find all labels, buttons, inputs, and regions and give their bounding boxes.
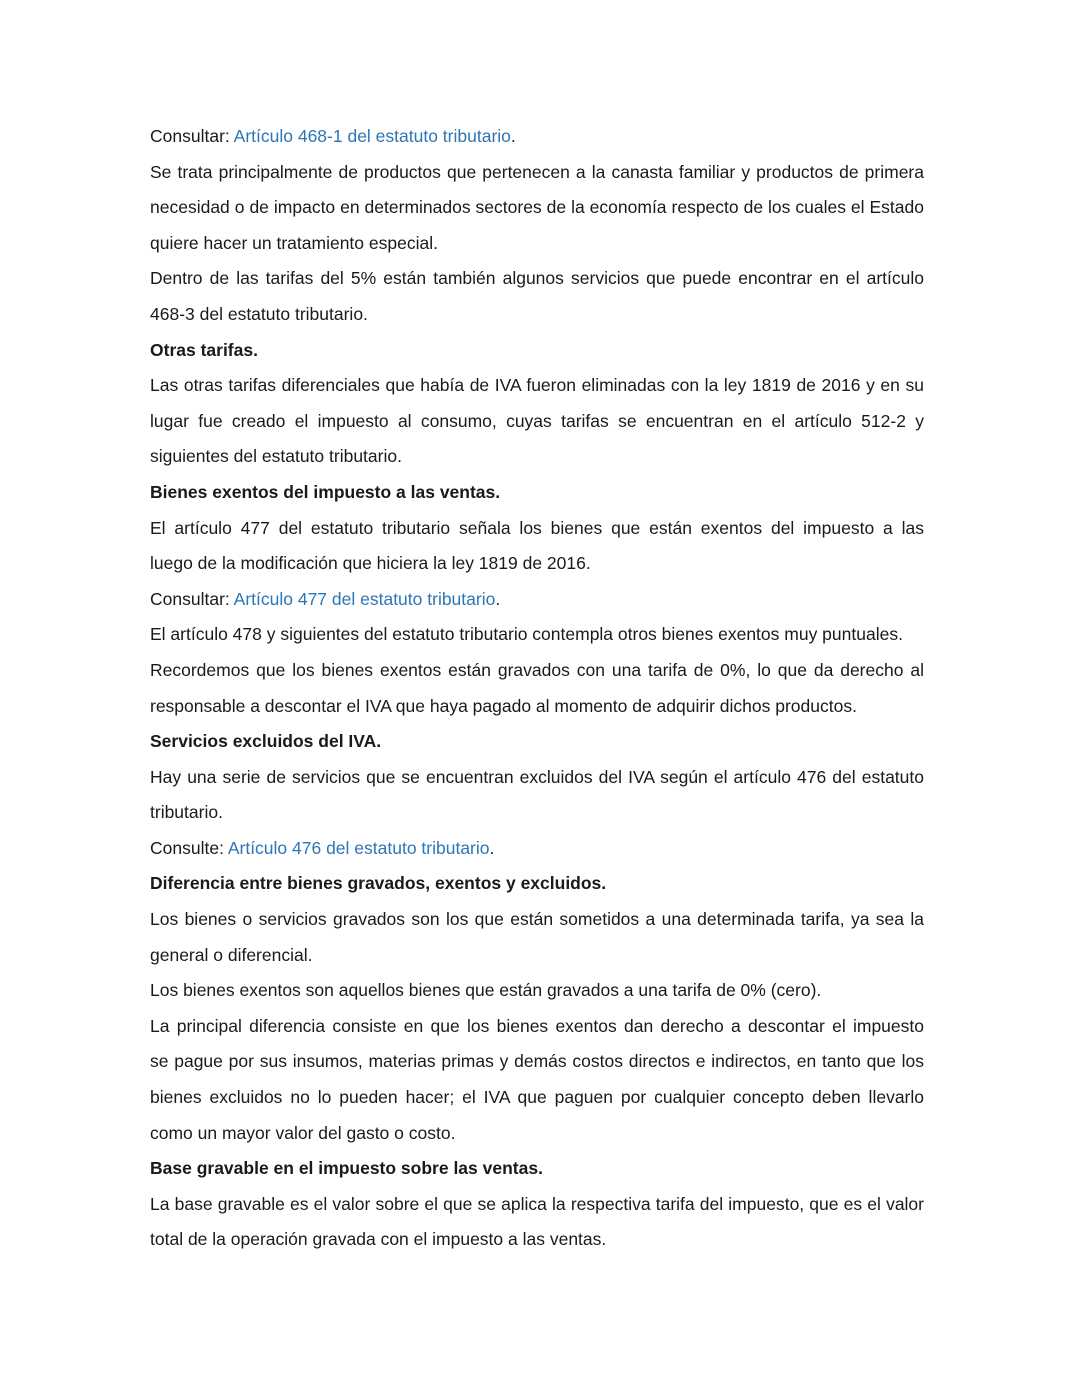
paragraph-line: El artículo 477 del estatuto tributario señala los bienes que están exentos del impuesto a las	[150, 517, 924, 538]
paragraph-line: necesidad o de impacto en determinados sectores de la economía respecto de los cuales el Estado	[150, 197, 924, 218]
link-articulo-476[interactable]: Artículo 476 del estatuto tributario	[227, 837, 490, 858]
consult-prefix: Consultar:	[150, 588, 234, 609]
paragraph-line: La principal diferencia consiste en que los bienes exentos dan derecho a descontar el impuesto	[150, 1015, 924, 1036]
heading-otras-tarifas: Otras tarifas.	[150, 339, 258, 360]
paragraph-line: como un mayor valor del gasto o costo.	[150, 1122, 456, 1143]
heading-base-gravable: Base gravable en el impuesto sobre las ventas.	[150, 1158, 543, 1179]
consult-line-476	[150, 831, 924, 867]
paragraph-line: Los bienes o servicios gravados son los que están sometidos a una determinada tarifa, ya sea la	[150, 909, 924, 930]
paragraph-line: lugar fue creado el impuesto al consumo, cuyas tarifas se encuentran en el artículo 512-2 y	[150, 410, 924, 431]
paragraph-line: Los bienes exentos son aquellos bienes que están gravados a una tarifa de 0% (cero).	[150, 980, 822, 1001]
link-articulo-468-1[interactable]: Artículo 468-1 del estatuto tributario	[233, 126, 511, 146]
paragraph-line: Se trata principalmente de productos que pertenecen a la canasta familiar y productos de primera	[150, 161, 924, 182]
paragraph-line: general o diferencial.	[150, 944, 313, 965]
paragraph-line: total de la operación gravada con el impuesto a las ventas.	[150, 1229, 607, 1250]
link-articulo-477[interactable]: Artículo 477 del estatuto tributario	[233, 588, 496, 609]
consult-line-468-1	[150, 119, 924, 155]
heading-servicios-excluidos: Servicios excluidos del IVA.	[150, 731, 382, 752]
heading-diferencia: Diferencia entre bienes gravados, exentos y excluidos.	[150, 873, 607, 894]
paragraph-line: se pague por sus insumos, materias primas y demás costos directos e indirectos, en tanto que los	[150, 1051, 924, 1072]
paragraph-line: 468-3 del estatuto tributario.	[150, 303, 368, 324]
paragraph-line: responsable a descontar el IVA que haya pagado al momento de adquirir dichos productos.	[150, 695, 857, 716]
heading-bienes-exentos: Bienes exentos del impuesto a las ventas.	[150, 481, 501, 502]
consult-suffix: .	[489, 837, 495, 858]
paragraph-line: La base gravable es el valor sobre el que se aplica la respectiva tarifa del impuesto, que es el valor	[150, 1193, 924, 1214]
paragraph-line: Las otras tarifas diferenciales que había de IVA fueron eliminadas con la ley 1819 de 2016 y en su	[150, 375, 924, 396]
consult-suffix: .	[495, 588, 501, 609]
paragraph-line: luego de la modificación que hiciera la ley 1819 de 2016.	[150, 553, 591, 574]
document-page	[150, 119, 924, 1258]
consult-prefix: Consultar:	[150, 126, 234, 146]
consult-suffix: .	[510, 126, 516, 146]
consult-line-477	[150, 582, 924, 618]
paragraph-line: bienes excluidos no lo pueden hacer; el IVA que paguen por cualquier concepto deben llevarlo	[150, 1087, 924, 1108]
consult-prefix: Consulte:	[150, 837, 228, 858]
paragraph-line: tributario.	[150, 802, 223, 823]
paragraph-line: Dentro de las tarifas del 5% están también algunos servicios que puede encontrar en el artículo	[150, 268, 924, 289]
paragraph-line: siguientes del estatuto tributario.	[150, 446, 402, 467]
paragraph-line: El artículo 478 y siguientes del estatuto tributario contempla otros bienes exentos muy puntuales.	[150, 624, 903, 645]
paragraph-line: Hay una serie de servicios que se encuentran excluidos del IVA según el artículo 476 del estatuto	[150, 766, 924, 787]
paragraph-line: Recordemos que los bienes exentos están gravados con una tarifa de 0%, lo que da derecho al	[150, 659, 924, 680]
paragraph-line: quiere hacer un tratamiento especial.	[150, 232, 438, 253]
